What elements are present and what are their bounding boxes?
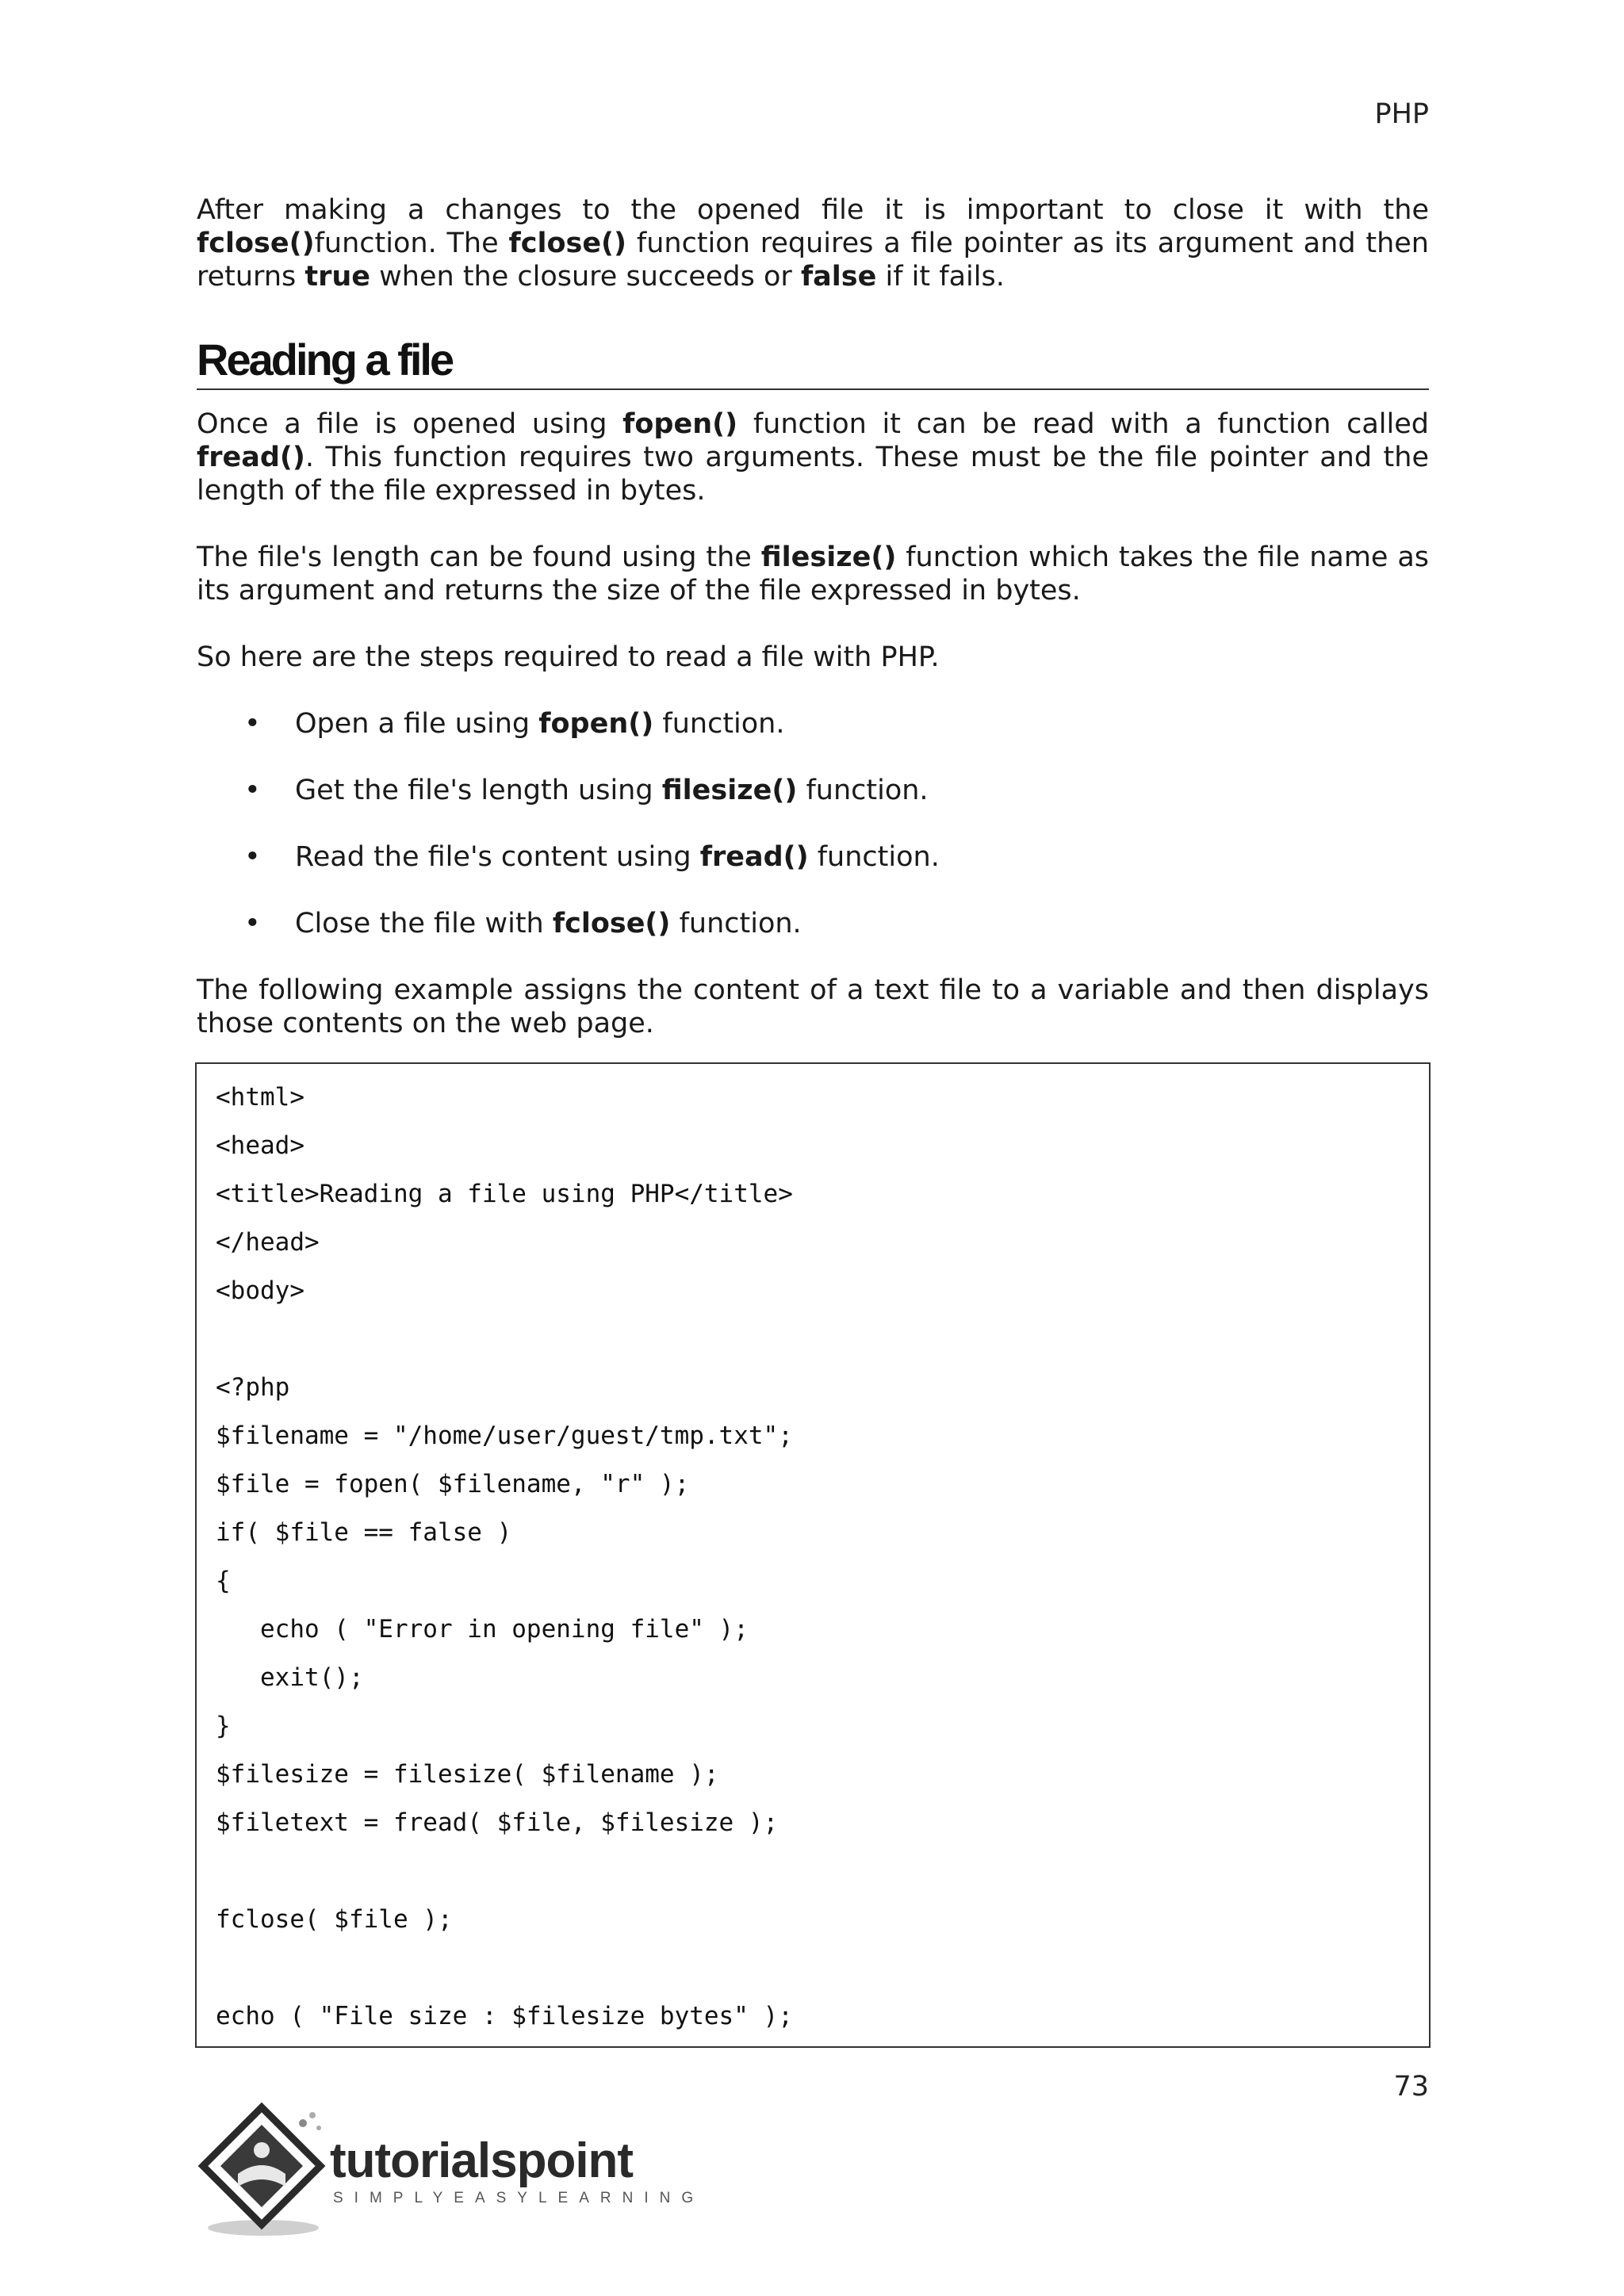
code-line: <head> [216, 1131, 304, 1160]
code-line: if( $file == false ) [216, 1518, 512, 1547]
page-content [197, 193, 1429, 1040]
code-line [216, 1949, 1410, 1997]
code-line: $filetext = fread( $file, $filesize ); [216, 1808, 779, 1837]
list-item: • Open a file using fopen() function. [244, 708, 785, 740]
code-line: <html> [216, 1083, 304, 1112]
code-line: <?php [216, 1373, 290, 1402]
code-line: fclose( $file ); [216, 1905, 453, 1934]
code-line: <body> [216, 1276, 304, 1305]
code-line: $filesize = filesize( $filename ); [216, 1760, 719, 1789]
code-line: $file = fopen( $filename, "r" ); [216, 1470, 690, 1498]
code-line [216, 1320, 1410, 1368]
paragraph-filesize: The file's length can be found using the filesize() function which takes the file name as its argument and returns the size of the file expressed in bytes. [197, 541, 1430, 607]
list-item: • Close the file with fclose() function. [244, 908, 802, 939]
bullet-icon: • [244, 841, 261, 873]
tutorialspoint-logo [193, 2101, 705, 2244]
code-line: exit(); [216, 1663, 364, 1692]
logo-wordmark: tutorialspoint [330, 2133, 634, 2188]
logo-tagline: SIMPLYEASYLEARNING [333, 2190, 705, 2206]
list-item: • Read the file's content using fread() function. [244, 841, 940, 873]
logo-diamond-icon [193, 2101, 336, 2244]
code-line: } [216, 1712, 231, 1740]
list-item: • Get the file's length using filesize() function. [244, 775, 929, 806]
code-block [195, 1062, 1431, 2048]
section-heading: Reading a file [197, 335, 1429, 390]
page-number: 73 [1393, 2071, 1429, 2103]
paragraph-fread: Once a file is opened using fopen() function it can be read with a function called fread(). This function requires two arguments. These must be the file pointer and the length of the file expressed in bytes. [197, 408, 1430, 507]
code-line [216, 1852, 1410, 1900]
intro-paragraph: After making a changes to the opened file it is important to close it with the fclose()function. The fclose() function requires a file pointer as its argument and then returns true when the closure succeeds or false if it fails. [197, 194, 1429, 293]
code-line: </head> [216, 1228, 320, 1257]
code-line: echo ( "File size : $filesize bytes" ); [216, 2002, 793, 2030]
code-line: echo ( "Error in opening file" ); [216, 1615, 749, 1644]
code-line: $filename = "/home/user/guest/tmp.txt"; [216, 1422, 793, 1450]
bullet-icon: • [244, 775, 261, 806]
bullet-icon: • [244, 708, 261, 740]
steps-list [197, 707, 1429, 940]
code-line: <title>Reading a file using PHP</title> [216, 1180, 793, 1208]
bullet-icon: • [244, 908, 261, 939]
running-header: PHP [1374, 98, 1429, 130]
paragraph-example-intro: The following example assigns the content of a text file to a variable and then displays those contents on the web page. [197, 974, 1429, 1039]
paragraph-steps-intro: So here are the steps required to read a file with PHP. [197, 641, 940, 673]
code-line: { [216, 1567, 231, 1595]
